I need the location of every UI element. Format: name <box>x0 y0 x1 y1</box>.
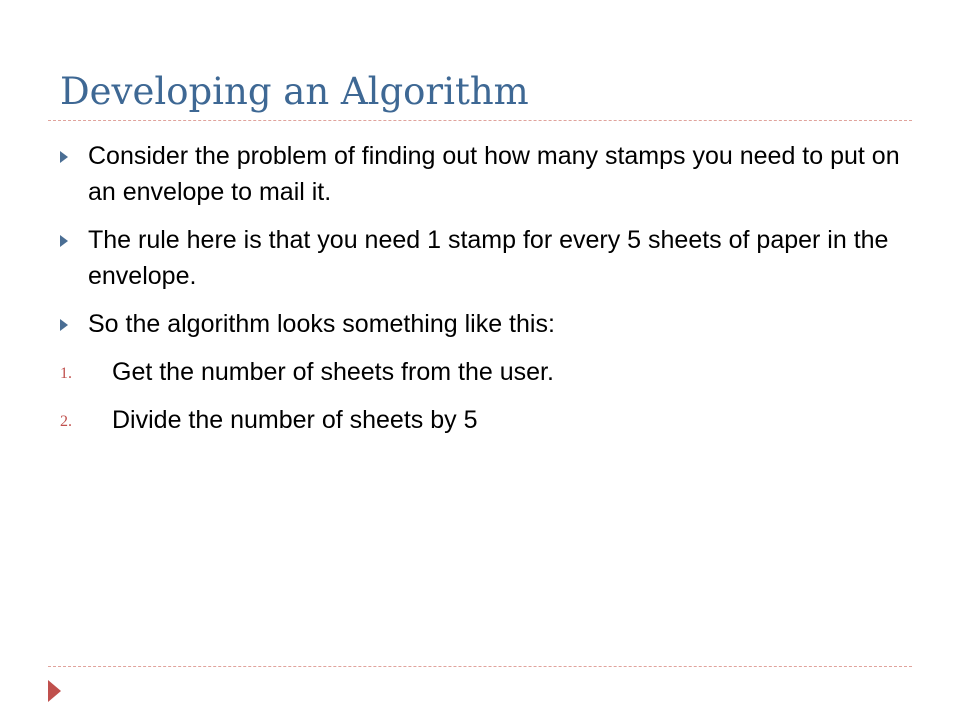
title-divider <box>48 120 912 121</box>
bullet-text: Consider the problem of finding out how many stamps you need to put on an envelope to mail it. <box>88 142 900 206</box>
slide-body <box>60 138 910 450</box>
footer-divider <box>48 666 912 667</box>
bullet-triangle-icon <box>60 151 68 163</box>
numbered-item <box>60 402 910 438</box>
footer-triangle-icon <box>48 680 61 702</box>
step-text: Divide the number of sheets by 5 <box>112 406 478 434</box>
bullet-item <box>60 306 910 342</box>
step-number: 2. <box>60 413 72 430</box>
bullet-item <box>60 222 910 294</box>
bullet-triangle-icon <box>60 319 68 331</box>
step-text: Get the number of sheets from the user. <box>112 358 554 386</box>
bullet-text: The rule here is that you need 1 stamp for every 5 sheets of paper in the envelope. <box>88 226 889 290</box>
bullet-item <box>60 138 910 210</box>
step-number: 1. <box>60 365 72 382</box>
bullet-triangle-icon <box>60 235 68 247</box>
bullet-text: So the algorithm looks something like this: <box>88 310 555 338</box>
numbered-item <box>60 354 910 390</box>
slide-title: Developing an Algorithm <box>60 70 529 113</box>
